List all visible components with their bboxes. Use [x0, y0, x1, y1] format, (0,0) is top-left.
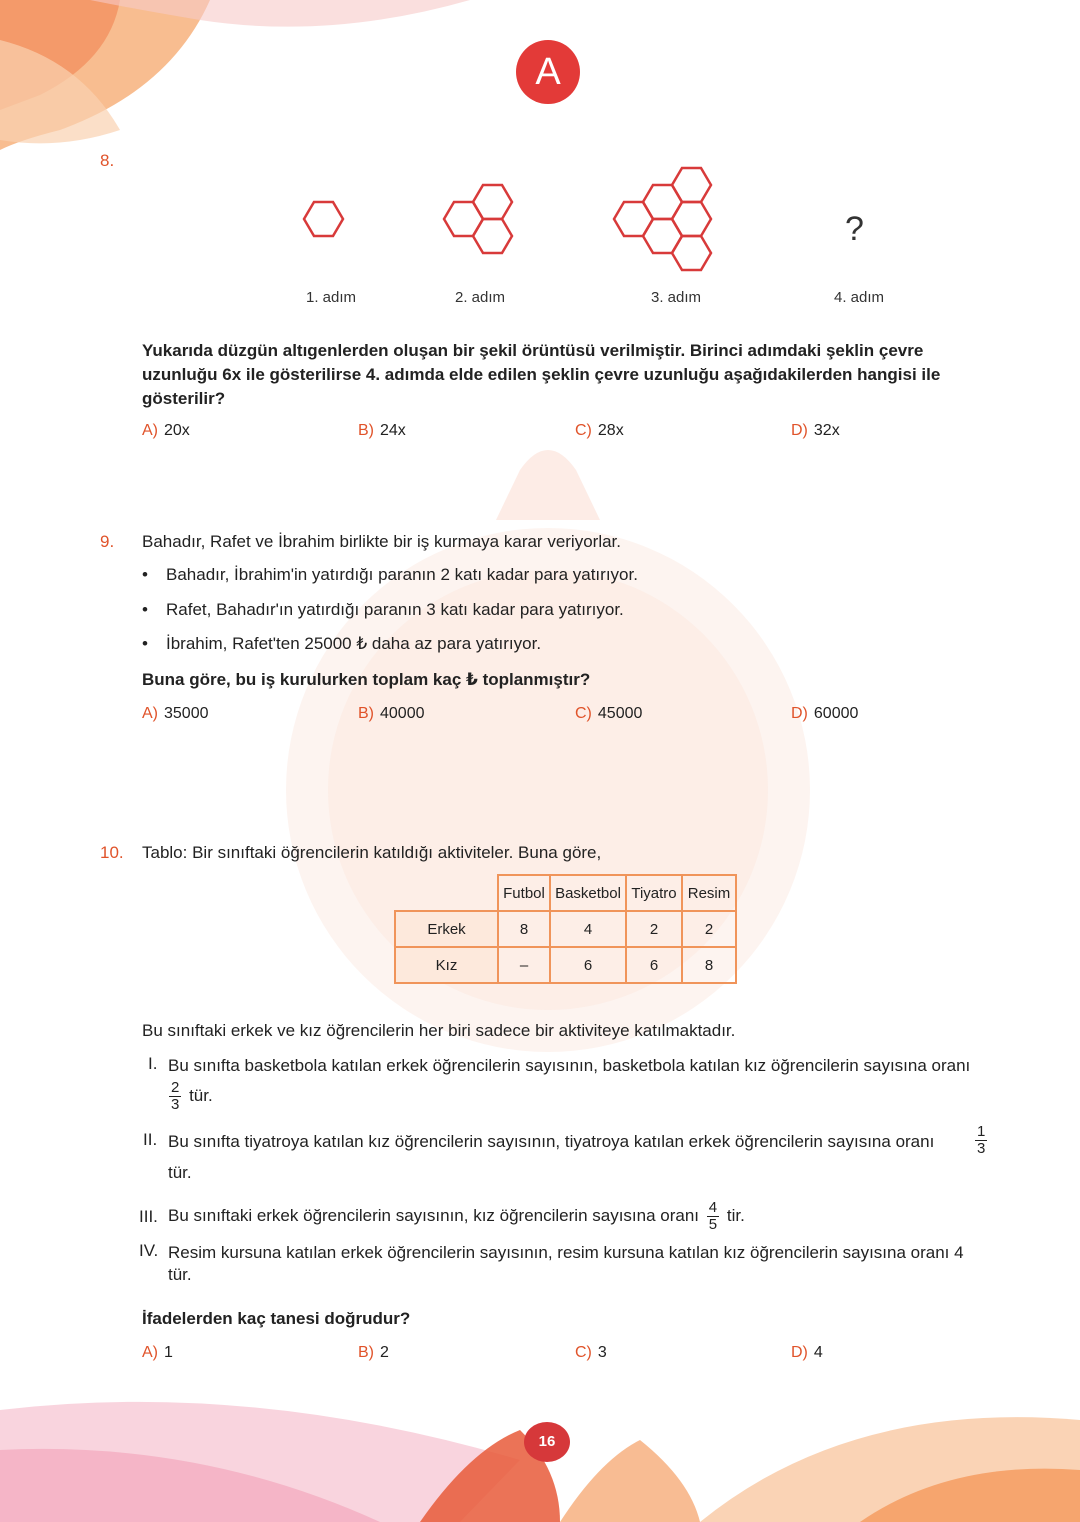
statement-2-label: II. [143, 1130, 158, 1149]
question-10-text: İfadelerden kaç tanesi doğrudur? [142, 1309, 411, 1328]
question-9-number: 9. [100, 532, 115, 551]
q8-option-c[interactable]: C) 28x [575, 422, 624, 439]
table-row-label: Erkek [395, 911, 498, 947]
page-number: 16 [524, 1422, 570, 1462]
hexagon-step3-f [672, 236, 711, 270]
table-cell: 6 [550, 947, 626, 983]
question-10-number: 10. [100, 843, 124, 862]
step-label-1: 1. adım [305, 289, 357, 306]
hexagon-step2-c [473, 219, 512, 253]
table-cell: 4 [550, 911, 626, 947]
question-9-intro: Bahadır, Rafet ve İbrahim birlikte bir iş kurmaya karar veriyorlar. [142, 532, 622, 551]
question-10-intro: Tablo: Bir sınıftaki öğrencilerin katıldığı aktiviteler. Buna göre, [142, 843, 602, 862]
table-header: Basketbol [550, 875, 626, 911]
q9-bullet-2: • Rafet, Bahadır'ın yatırdığı paranın 3 katı kadar para yatırıyor. [142, 600, 624, 619]
q8-option-d[interactable]: D) 32x [791, 422, 840, 439]
statement-1-label: I. [148, 1054, 158, 1073]
statement-3-label: III. [139, 1207, 158, 1226]
table-cell: 2 [682, 911, 736, 947]
statement-2-text: Bu sınıfta tiyatroya katılan kız öğrencilerin sayısının, tiyatroya katılan erkek öğrencilerin sayısına oranı [168, 1132, 935, 1151]
q10-option-a[interactable]: A) 1 [142, 1344, 173, 1361]
statement-1-text: Bu sınıfta basketbola katılan erkek öğrencilerin sayısının, basketbola katılan kız öğrencilerin sayısına oranı [168, 1056, 971, 1075]
q9-option-d[interactable]: D) 60000 [791, 705, 859, 722]
q9-bullet-3: • İbrahim, Rafet'ten 25000 ₺ daha az para yatırıyor. [142, 634, 542, 653]
q9-option-a[interactable]: A) 35000 [142, 705, 209, 722]
table-header: Tiyatro [626, 875, 682, 911]
statement-1-fraction: $\frac{2}{3}$ tür. [171, 1079, 213, 1113]
table-cell: 8 [682, 947, 736, 983]
q10-option-b[interactable]: B) 2 [358, 1344, 389, 1361]
q9-option-b[interactable]: B) 40000 [358, 705, 425, 722]
hexagon-step1 [304, 202, 343, 236]
question-8-text: Yukarıda düzgün altıgenlerden oluşan bir şekil örüntüsü verilmiştir. Birinci adımdaki şeklin çevre uzunluğu 6x ile gösterilirse 4. adımda elde edilen şeklin çevre uzunluğu aşağıdakilerden hangisi ile gösterilir? [142, 341, 941, 408]
statement-2-fraction: $\frac{1}{3}$ [977, 1123, 986, 1157]
statement-4-suffix: tür. [168, 1265, 192, 1284]
q8-option-b[interactable]: B) 24x [358, 422, 406, 439]
q9-bullet-1: • Bahadır, İbrahim'in yatırdığı paranın 2 katı kadar para yatırıyor. [142, 565, 638, 584]
step-label-4: 4. adım [833, 289, 885, 306]
q8-option-a[interactable]: A) 20x [142, 422, 190, 439]
question-10-note: Bu sınıftaki erkek ve kız öğrencilerin her biri sadece bir aktiviteye katılmaktadır. [142, 1021, 736, 1040]
hexagon-pattern-figure [280, 160, 740, 275]
table-cell: – [498, 947, 550, 983]
table-header: Resim [682, 875, 736, 911]
table-row-label: Kız [395, 947, 498, 983]
activity-table [394, 874, 737, 984]
table-cell: 8 [498, 911, 550, 947]
statement-4-label: IV. [139, 1241, 159, 1260]
step-label-3: 3. adım [650, 289, 702, 306]
booklet-badge: A [516, 40, 580, 104]
statement-3-text: Bu sınıftaki erkek öğrencilerin sayısının, kız öğrencilerin sayısına oranı $\frac{4}{5}$ tir. [168, 1199, 745, 1233]
question-9-text: Buna göre, bu iş kurulurken toplam kaç ₺ toplanmıştır? [142, 670, 591, 689]
question-8-number: 8. [100, 151, 115, 170]
table-header: Futbol [498, 875, 550, 911]
table-cell: 6 [626, 947, 682, 983]
statement-2-suffix: tür. [168, 1163, 192, 1182]
hexagon-step3-d [672, 168, 711, 202]
hexagon-step3-e [672, 202, 711, 236]
q10-option-d[interactable]: D) 4 [791, 1344, 823, 1361]
hexagon-step2-b [473, 185, 512, 219]
table-cell: 2 [626, 911, 682, 947]
q10-option-c[interactable]: C) 3 [575, 1344, 607, 1361]
step4-unknown: ? [845, 210, 864, 248]
step-label-2: 2. adım [454, 289, 506, 306]
statement-4-text: Resim kursuna katılan erkek öğrencilerin sayısının, resim kursuna katılan kız öğrencilerin sayısına oranı 4 [168, 1243, 964, 1262]
q9-option-c[interactable]: C) 45000 [575, 705, 643, 722]
